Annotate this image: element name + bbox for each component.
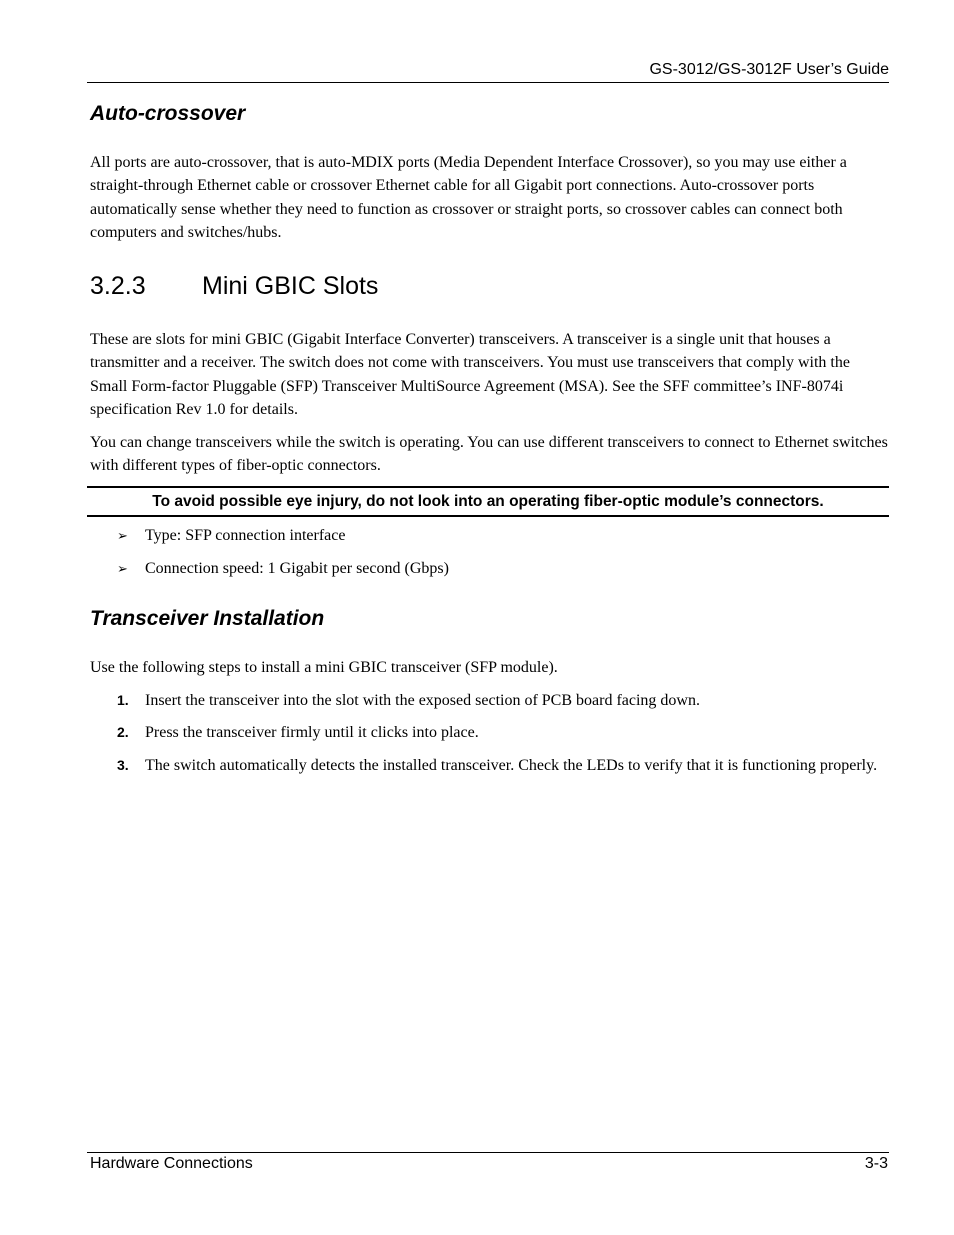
mini-gbic-paragraph-2: You can change transceivers while the switch is operating. You can use different transceivers to connect to Ethernet switches with different types of fiber-optic connectors. [90, 434, 888, 475]
arrow-bullet-icon: ➢ [117, 562, 128, 577]
footer-section-name: Hardware Connections [90, 1155, 253, 1172]
header-divider [87, 82, 889, 83]
heading-auto-crossover: Auto-crossover [90, 102, 246, 125]
list-item [117, 754, 888, 777]
step-text: Press the transceiver firmly until it clicks into place. [145, 724, 479, 741]
section-number: 3.2.3 [90, 272, 146, 300]
step-text: The switch automatically detects the installed transceiver. Check the LEDs to verify that it is functioning properly. [145, 757, 878, 774]
arrow-bullet-icon: ➢ [117, 529, 128, 544]
step-text: Insert the transceiver into the slot with the exposed section of PCB board facing down. [145, 692, 700, 709]
installation-intro: Use the following steps to install a mini GBIC transceiver (SFP module). [90, 659, 558, 676]
heading-transceiver-installation: Transceiver Installation [90, 607, 325, 630]
step-number: 1. [117, 692, 129, 708]
auto-crossover-paragraph: All ports are auto-crossover, that is auto-MDIX ports (Media Dependent Interface Crossover), so you may use either a straight-through Ethernet cable or crossover Ethernet cable for all Gigabit port connections. Auto-crossover ports automatically sense whether they need to function as crossover or straight ports, so crossover cables can connect both computers and switches/hubs. [90, 154, 847, 241]
list-item [117, 558, 449, 581]
section-title-mini-gbic: Mini GBIC Slots [202, 272, 379, 300]
page-header-title: GS-3012/GS-3012F User’s Guide [649, 61, 889, 78]
bullet-text-speed: Connection speed: 1 Gigabit per second (Gbps) [145, 560, 449, 577]
bullet-text-type: Type: SFP connection interface [145, 527, 346, 544]
eye-injury-warning: To avoid possible eye injury, do not look into an operating fiber-optic module’s connectors. [87, 486, 889, 517]
step-number: 3. [117, 757, 129, 773]
footer-divider [87, 1152, 889, 1153]
list-item [117, 689, 888, 712]
list-item [117, 525, 345, 548]
list-item [117, 721, 888, 744]
mini-gbic-paragraph-1: These are slots for mini GBIC (Gigabit Interface Converter) transceivers. A transceiver is a single unit that houses a transmitter and a receiver. The switch does not come with transceivers. You must use transceivers that comply with the Small Form-factor Pluggable (SFP) Transceiver MultiSource Agreement (MSA). See the SFF committee’s INF-8074i specification Rev 1.0 for details. [90, 331, 850, 418]
footer-page-number: 3-3 [864, 1155, 888, 1172]
step-number: 2. [117, 724, 129, 740]
